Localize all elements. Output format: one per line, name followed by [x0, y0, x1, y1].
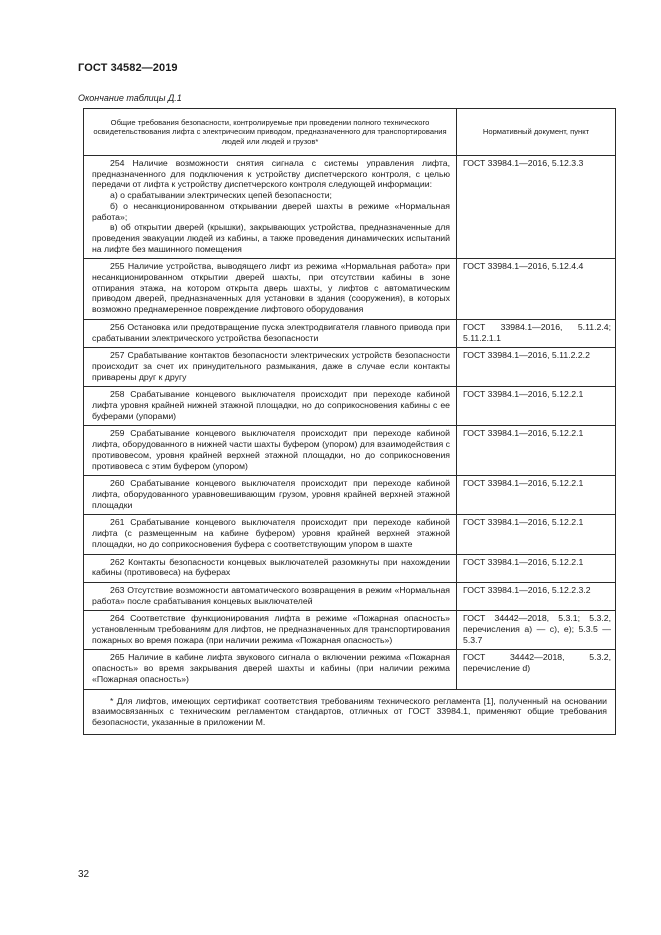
requirement-cell — [84, 426, 457, 476]
table-row — [84, 650, 616, 689]
table-row — [84, 426, 616, 476]
requirement-text: в) об открытии дверей (крышки), закрывающих устройства, предназначенные для проведения эвакуации людей из кабины, а также проведения динамических испытаний на лифте без машинного помещения — [92, 222, 450, 254]
requirement-cell — [84, 650, 457, 689]
table-row — [84, 582, 616, 610]
standard-reference-cell: ГОСТ 33984.1—2016, 5.12.4.4 — [457, 259, 616, 320]
table-row — [84, 156, 616, 259]
requirement-cell — [84, 156, 457, 259]
requirement-text: 257 Срабатывание контактов безопасности электрических устройств безопасности происходит за счет их принудительного размыкания, даже в случае если контакты приварены друг к другу — [92, 350, 450, 382]
table-caption: Окончание таблицы Д.1 — [78, 93, 182, 103]
table-row — [84, 348, 616, 387]
standard-reference-cell: ГОСТ 33984.1—2016, 5.12.2.1 — [457, 476, 616, 515]
footnote-row — [84, 689, 616, 734]
table-row — [84, 515, 616, 554]
document-header: ГОСТ 34582—2019 — [78, 62, 178, 74]
requirement-text: 261 Срабатывание концевого выключателя происходит при переходе кабиной лифта (с размещенным на кабине буфером) уровня крайней верхней этажной площадки, но до соприкосновения буфера с соответствующим упором в шахте — [92, 517, 450, 549]
standard-reference-cell: ГОСТ 34442—2018, 5.3.1; 5.3.2, перечисления а) — с), е); 5.3.5 — 5.3.7 — [457, 611, 616, 650]
requirement-cell — [84, 259, 457, 320]
requirement-cell — [84, 515, 457, 554]
requirements-table — [83, 108, 616, 735]
table-row — [84, 611, 616, 650]
table-row — [84, 554, 616, 582]
table-footnote: * Для лифтов, имеющих сертификат соответствия требованиям технического регламента [1], полученный на основании взаимосвязанных с техническим регламентом стандартов, отличных от ГОСТ 33984.1, применяют общие требования безопасности, указанные в приложении М. — [84, 689, 616, 734]
table-row — [84, 387, 616, 426]
requirement-text: а) о срабатывании электрических цепей безопасности; — [110, 190, 332, 201]
column-header-standard: Нормативный документ, пункт — [457, 109, 616, 156]
column-header-requirements: Общие требования безопасности, контролируемые при проведении полного технического освидетельствования лифта с электрическим приводом, предназначенного для транспортирования людей или людей и грузов* — [84, 109, 457, 156]
requirement-cell — [84, 348, 457, 387]
requirement-cell — [84, 387, 457, 426]
requirement-text: 260 Срабатывание концевого выключателя происходит при переходе кабиной лифта, оборудованного уравновешивающим грузом, уровня крайней верхней этажной площадки — [92, 478, 450, 510]
requirement-text: 258 Срабатывание концевого выключателя происходит при переходе кабиной лифта уровня крайней нижней этажной площадки, но до соприкосновения кабины с ее буферами (упорами) — [92, 389, 450, 421]
requirement-text: 259 Срабатывание концевого выключателя происходит при переходе кабиной лифта, оборудованного в нижней части шахты буфером (упором) для взаимодействия с противовесом, уровня крайней верхней этажной площадки, но до соприкосновения противовеса с этим буфером (упором) — [92, 428, 450, 471]
requirement-text: б) о несанкционированном открывании дверей шахты в режиме «Нормальная работа»; — [92, 200, 450, 222]
table-row — [84, 259, 616, 320]
table-body — [84, 156, 616, 690]
requirement-text: 264 Соответствие функционирования лифта в режиме «Пожарная опасность» установленным требованиям для лифтов, не предназначенных для транспортирования пожарных во время пожара (при наличии режима «Пожарная опасность») — [92, 613, 450, 645]
requirement-text: 254 Наличие возможности снятия сигнала с системы управления лифта, предназначенного для подключения к устройству диспетчерского контроля, с целью передачи от лифта к устройству диспетчерского контроля следующей информации: — [92, 158, 450, 190]
standard-reference-cell: ГОСТ 33984.1—2016, 5.11.2.4; 5.11.2.1.1 — [457, 319, 616, 347]
requirement-text: 255 Наличие устройства, выводящего лифт из режима «Нормальная работа» при несанкционированном открытии дверей шахты, при отсутствии кабины в зоне отпирания этажа, на котором открыта дверь шахты, у лифтов с автоматическим приводом дверей, предназначенных для установки в здания (сооружения), в которых возможно преднамеренное повреждение лифтового оборудования — [92, 261, 450, 315]
standard-reference-cell: ГОСТ 34442—2018, 5.3.2, перечисление d) — [457, 650, 616, 689]
requirement-cell — [84, 319, 457, 347]
standard-reference-cell: ГОСТ 33984.1—2016, 5.12.2.3.2 — [457, 582, 616, 610]
requirement-text: 256 Остановка или предотвращение пуска электродвигателя главного привода при срабатывании электрического устройства безопасности — [92, 321, 450, 343]
requirement-cell — [84, 554, 457, 582]
requirement-text: 262 Контакты безопасности концевых выключателей разомкнуты при нахождении кабины (противовеса) на буферах — [92, 556, 450, 578]
standard-reference-cell: ГОСТ 33984.1—2016, 5.12.2.1 — [457, 426, 616, 476]
standard-reference-cell: ГОСТ 33984.1—2016, 5.12.2.1 — [457, 554, 616, 582]
requirement-cell — [84, 582, 457, 610]
standard-reference-cell: ГОСТ 33984.1—2016, 5.11.2.2.2 — [457, 348, 616, 387]
requirement-cell — [84, 476, 457, 515]
page-number: 32 — [78, 869, 90, 880]
requirement-cell — [84, 611, 457, 650]
standard-reference-cell: ГОСТ 33984.1—2016, 5.12.2.1 — [457, 387, 616, 426]
table-header-row — [84, 109, 616, 156]
standard-reference-cell: ГОСТ 33984.1—2016, 5.12.2.1 — [457, 515, 616, 554]
requirement-text: 263 Отсутствие возможности автоматического возвращения в режим «Нормальная работа» после срабатывания концевых выключателей — [92, 584, 450, 606]
table-row — [84, 476, 616, 515]
standard-reference-cell: ГОСТ 33984.1—2016, 5.12.3.3 — [457, 156, 616, 259]
requirement-text: 265 Наличие в кабине лифта звукового сигнала о включении режима «Пожарная опасность» во время закрывания дверей шахты и кабины (при наличии режима «Пожарная опасность») — [92, 652, 450, 684]
table-row — [84, 319, 616, 347]
